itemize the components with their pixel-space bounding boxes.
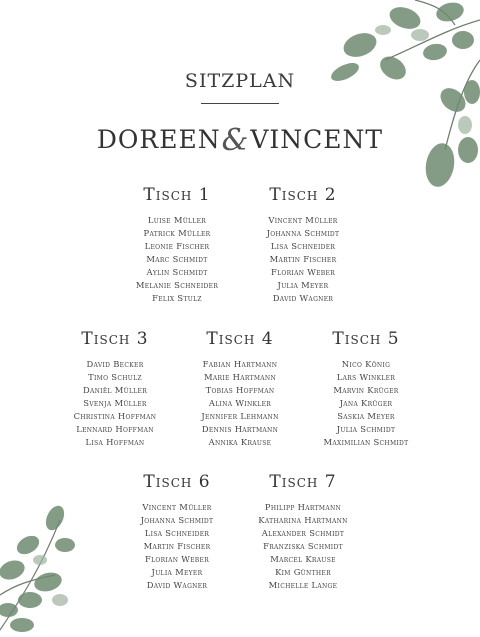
guest-name: David Wagner — [146, 580, 208, 590]
guest-name: Julia Meyer — [277, 280, 329, 290]
eucalyptus-branch-bottom-left-icon — [0, 500, 80, 637]
guest-name: Julia Meyer — [151, 567, 203, 577]
guest-name: David Wagner — [272, 293, 334, 303]
seating-plan-heading: SITZPLAN — [184, 70, 296, 92]
guest-name: Felix Stulz — [152, 293, 202, 303]
guest-name: Jennifer Lehmann — [201, 411, 279, 421]
guest-name: Marvin Krüger — [333, 385, 399, 395]
guest-name: Svenja Müller — [83, 398, 147, 408]
guest-name: Lennard Hoffman — [76, 424, 154, 434]
guest-name: Philipp Hartmann — [264, 502, 342, 512]
heading-divider — [201, 103, 279, 104]
guest-name: Johanna Schmidt — [140, 515, 214, 525]
guest-name: Timo Schulz — [88, 372, 142, 382]
guest-name: Marc Schmidt — [146, 254, 208, 264]
table-title: Tisch 2 — [269, 185, 337, 205]
guest-name: Lisa Schneider — [144, 528, 210, 538]
guest-name: Vincent Müller — [142, 502, 212, 512]
guest-name: Alina Winkler — [208, 398, 272, 408]
table-7 — [228, 472, 378, 592]
guest-name: Johanna Schmidt — [266, 228, 340, 238]
guest-name: Lisa Schneider — [270, 241, 336, 251]
guest-name: Lars Winkler — [336, 372, 396, 382]
table-5 — [291, 329, 441, 449]
guest-name: Alexander Schmidt — [261, 528, 345, 538]
table-title: Tisch 7 — [269, 472, 337, 492]
guest-name: Martin Fischer — [143, 541, 211, 551]
guest-name: Aylin Schmidt — [146, 267, 208, 277]
guest-name: Marie Hartmann — [203, 372, 277, 382]
guest-name: Jana Krüger — [339, 398, 393, 408]
guest-name: Fabian Hartmann — [202, 359, 278, 369]
guest-name: Leonie Fischer — [144, 241, 210, 251]
guest-name: Luise Müller — [147, 215, 207, 225]
guest-name: Lisa Hoffman — [85, 437, 145, 447]
guest-name: Katharina Hartmann — [258, 515, 348, 525]
guest-name: Patrick Müller — [143, 228, 211, 238]
guest-name: Kim Günther — [275, 567, 331, 577]
guest-name: Daniël Müller — [82, 385, 148, 395]
table-title: Tisch 1 — [143, 185, 211, 205]
guest-name: Martin Fischer — [269, 254, 337, 264]
guest-name: Saskia Meyer — [337, 411, 395, 421]
guest-name: Franziska Schmidt — [263, 541, 343, 551]
guest-list — [228, 214, 378, 305]
guest-list — [291, 358, 441, 449]
guest-name: Florian Weber — [270, 267, 336, 277]
groom-name: VINCENT — [250, 125, 384, 154]
table-title: Tisch 6 — [143, 472, 211, 492]
table-title: Tisch 5 — [332, 329, 400, 349]
ampersand-flourish: & — [221, 123, 250, 158]
guest-name: Michelle Lange — [268, 580, 338, 590]
guest-name: Melanie Schneider — [135, 280, 219, 290]
eucalyptus-branch-top-right-icon — [325, 0, 480, 200]
guest-name: Vincent Müller — [268, 215, 338, 225]
table-2 — [228, 185, 378, 305]
table-title: Tisch 3 — [81, 329, 149, 349]
guest-name: Nico König — [341, 359, 391, 369]
guest-name: Tobias Hoffman — [205, 385, 275, 395]
guest-name: Maximilian Schmidt — [323, 437, 409, 447]
guest-name: Julia Schmidt — [336, 424, 396, 434]
guest-name: Florian Weber — [144, 554, 210, 564]
table-title: Tisch 4 — [206, 329, 274, 349]
guest-list — [228, 501, 378, 592]
guest-name: Christina Hoffman — [73, 411, 157, 421]
couple-names — [0, 121, 480, 156]
guest-name: David Becker — [86, 359, 144, 369]
guest-name: Marcel Krause — [270, 554, 336, 564]
guest-name: Dennis Hartmann — [201, 424, 279, 434]
guest-name: Annika Krause — [208, 437, 272, 447]
bride-name: DOREEN — [96, 125, 221, 154]
